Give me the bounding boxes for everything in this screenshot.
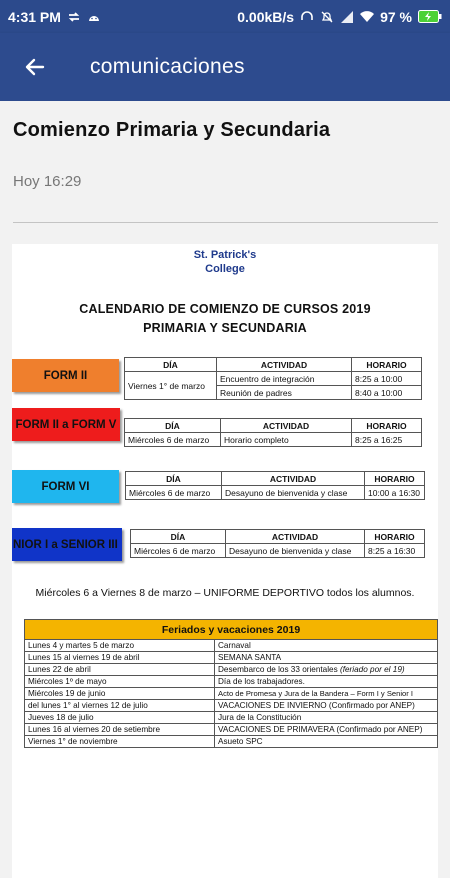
app-bar xyxy=(0,33,450,101)
table-cell: 8:25 a 10:00 xyxy=(352,372,422,386)
table-cell: Desayuno de bienvenida y clase xyxy=(222,486,365,500)
table-row: Miércoles 1º de mayo Día de los trabajadores. xyxy=(25,676,438,688)
content-area[interactable] xyxy=(0,101,450,800)
table-row: Lunes 22 de abril Desembarco de los 33 orientales (feriado por el 19) xyxy=(25,664,438,676)
back-button[interactable] xyxy=(0,33,70,101)
table-row: Lunes 15 al viernes 19 de abril SEMANA SANTA xyxy=(25,652,438,664)
table-cell: 8:40 a 10:00 xyxy=(352,386,422,400)
table-row: Viernes 1° de noviembre Asueto SPC xyxy=(25,736,438,748)
battery-percent: 97 % xyxy=(380,8,412,25)
app-bar-title: comunicaciones xyxy=(90,55,245,78)
calendar-title: CALENDARIO DE COMIENZO DE CURSOS 2019 PRIMARIA Y SECUNDARIA xyxy=(79,302,371,335)
holidays-title: Feriados y vacaciones 2019 xyxy=(25,620,438,640)
table-cell: Desayuno de bienvenida y clase xyxy=(226,544,365,558)
school-name: St. Patrick's College xyxy=(193,249,257,275)
schedule-table-form-ii-a-v: DÍA ACTIVIDAD HORARIO Miércoles 6 de marzo Horario completo 8:25 a 16:25 xyxy=(124,418,422,447)
table-cell: 8:25 a 16:25 xyxy=(352,433,422,447)
status-bar xyxy=(0,0,450,33)
network-speed: 0.00kB/s xyxy=(237,8,295,25)
bell-muted-icon xyxy=(320,10,334,24)
android-icon xyxy=(87,10,101,24)
divider xyxy=(13,222,438,223)
table-row: Jueves 18 de julio Jura de la Constitución xyxy=(25,712,438,724)
form-label-form-ii: FORM II xyxy=(12,359,119,392)
status-time: 4:31 PM xyxy=(8,8,61,25)
form-label-form-ii-a-v: FORM II a FORM V xyxy=(12,408,120,441)
schedule-table-senior: DÍA ACTIVIDAD HORARIO Miércoles 6 de marzo Desayuno de bienvenida y clase 8:25 a 16:30 xyxy=(130,529,425,558)
schedule-table-form-ii: DÍA ACTIVIDAD HORARIO Viernes 1° de marzo Encuentro de integración 8:25 a 10:00 Reunión de padres 8:40 a 10:00 xyxy=(124,357,422,400)
table-row: Miércoles 19 de junio Acto de Promesa y Jura de la Bandera – Form I y Senior I xyxy=(25,688,438,700)
table-cell: Encuentro de integración xyxy=(217,372,352,386)
table-cell: Viernes 1° de marzo xyxy=(125,372,217,400)
table-cell: 8:25 a 16:30 xyxy=(365,544,425,558)
attachment-image[interactable] xyxy=(12,244,438,878)
table-cell: Miércoles 6 de marzo xyxy=(131,544,226,558)
table-row: del lunes 1° al viernes 12 de julio VACACIONES DE INVIERNO (Confirmado por ANEP) xyxy=(25,700,438,712)
sync-icon xyxy=(67,10,81,24)
battery-charging-icon xyxy=(418,10,442,23)
post-date: Hoy 16:29 xyxy=(13,173,82,190)
headphones-icon xyxy=(300,10,314,24)
holidays-table xyxy=(24,619,438,748)
table-row: Lunes 4 y martes 5 de marzo Carnaval xyxy=(25,640,438,652)
post-title: Comienzo Primaria y Secundaria xyxy=(13,119,331,141)
signal-icon xyxy=(340,10,354,24)
table-cell: Miércoles 6 de marzo xyxy=(126,486,222,500)
wifi-icon xyxy=(360,10,374,24)
table-cell: Horario completo xyxy=(221,433,352,447)
uniforme-note: Miércoles 6 a Viernes 8 de marzo – UNIFORME DEPORTIVO todos los alumnos. xyxy=(35,587,415,599)
arrow-back-icon xyxy=(23,55,47,79)
table-cell: 10:00 a 16:30 xyxy=(365,486,425,500)
table-cell: Miércoles 6 de marzo xyxy=(125,433,221,447)
table-cell: Reunión de padres xyxy=(217,386,352,400)
form-label-form-vi: FORM VI xyxy=(12,470,119,503)
schedule-table-form-vi: DÍA ACTIVIDAD HORARIO Miércoles 6 de marzo Desayuno de bienvenida y clase 10:00 a 16:30 xyxy=(125,471,425,500)
table-row: Lunes 16 al viernes 20 de setiembre VACACIONES DE PRIMAVERA (Confirmado por ANEP) xyxy=(25,724,438,736)
form-label-senior: NIOR I a SENIOR III xyxy=(12,528,122,561)
